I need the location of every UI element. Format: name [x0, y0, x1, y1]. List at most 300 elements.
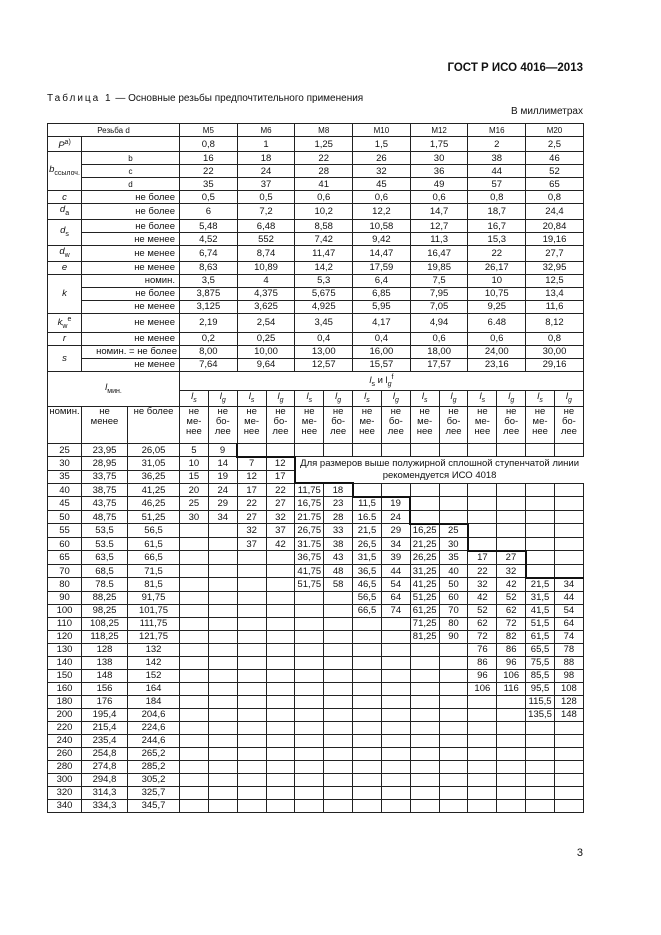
- text: 38: [332, 538, 344, 550]
- text: 46: [549, 152, 560, 164]
- length-cell: [554, 617, 583, 630]
- text: s: [308, 396, 313, 404]
- ds-max-value: [468, 220, 526, 233]
- length-cell: [180, 773, 209, 786]
- text: 20: [188, 484, 200, 496]
- text: 180: [56, 696, 73, 708]
- text: d: [59, 246, 65, 258]
- text: 44: [563, 592, 575, 604]
- text: 49: [433, 178, 445, 190]
- text: 44: [491, 165, 503, 177]
- length-cell: [353, 669, 382, 682]
- text: 138: [96, 657, 113, 669]
- text: 128: [96, 644, 113, 656]
- text: 8,12: [545, 317, 564, 329]
- text: 8,58: [314, 220, 333, 232]
- text: 61,5: [530, 631, 550, 643]
- text: 215,4: [92, 722, 117, 734]
- length-cell: [180, 457, 209, 471]
- length-cell: [295, 721, 324, 734]
- text: 13,00: [311, 346, 336, 358]
- text: 15,3: [487, 233, 507, 245]
- text: d: [60, 225, 66, 237]
- text: 32: [275, 511, 286, 523]
- text: 19,85: [427, 262, 451, 274]
- text: 5,675: [311, 288, 336, 300]
- length-cell: [237, 747, 266, 760]
- length-cell: [468, 721, 497, 734]
- text: g: [387, 381, 392, 389]
- length-cell: [468, 708, 497, 721]
- length-cell: [439, 682, 468, 695]
- text: 5,95: [372, 301, 391, 313]
- text: 76: [477, 644, 488, 656]
- length-cell: [324, 497, 353, 511]
- text: 1: [263, 138, 269, 150]
- text: 220: [56, 722, 73, 734]
- da-value: [353, 204, 411, 220]
- k-max-value: [295, 287, 353, 300]
- length-cell: [526, 786, 555, 799]
- text: s: [481, 396, 486, 404]
- b2-value: [410, 165, 468, 178]
- length-cell: [208, 643, 237, 656]
- text: 41: [318, 178, 329, 190]
- text: s: [423, 396, 428, 404]
- length-cell: [468, 564, 497, 578]
- length-cell: [48, 617, 82, 630]
- length-cell: [324, 656, 353, 669]
- length-cell: [554, 524, 583, 538]
- text: 35: [203, 178, 214, 190]
- table-row: [48, 220, 584, 233]
- length-cell: [237, 564, 266, 578]
- ds-min-q: [82, 233, 180, 246]
- length-cell: [381, 747, 410, 760]
- text: 91,75: [141, 592, 166, 604]
- length-cell: [554, 695, 583, 708]
- ls-col: [180, 391, 209, 407]
- text: нее: [532, 425, 548, 437]
- length-cell: [295, 786, 324, 799]
- length-cell: [180, 734, 209, 747]
- text: 334,3: [92, 800, 117, 812]
- text: 17: [274, 471, 286, 483]
- text: 325,7: [141, 787, 166, 799]
- text: не менее: [134, 333, 175, 345]
- text: бо-: [504, 415, 519, 427]
- kw-value: [180, 313, 238, 332]
- text: не более: [135, 191, 175, 203]
- length-cell: [410, 524, 439, 538]
- dw-value: [237, 246, 295, 262]
- length-cell: [468, 786, 497, 799]
- length-cell: [128, 630, 180, 643]
- text: k: [57, 317, 63, 329]
- k-min-value: [180, 300, 238, 313]
- text: 42: [275, 538, 286, 550]
- text: 17,59: [369, 262, 394, 274]
- param-r-qualifier: [82, 332, 180, 345]
- length-cell: [295, 604, 324, 617]
- param-da-qualifier: [82, 204, 180, 220]
- r-value: [526, 332, 584, 345]
- text: 101,75: [138, 605, 169, 617]
- P-value: [295, 137, 353, 152]
- text: 64: [563, 618, 575, 630]
- text: 18,00: [427, 346, 451, 358]
- text: 74: [390, 605, 402, 617]
- length-cell: [128, 786, 180, 799]
- text: l: [277, 391, 280, 403]
- text: 6,48: [256, 220, 276, 232]
- table-row: [48, 165, 584, 178]
- length-cell: [180, 524, 209, 538]
- text: 240: [56, 735, 73, 747]
- length-cell: [266, 483, 295, 497]
- text: 63,5: [95, 552, 114, 564]
- length-cell: [353, 734, 382, 747]
- s-nom-value: [353, 345, 411, 358]
- e-value: [468, 261, 526, 274]
- length-cell: [353, 760, 382, 773]
- ls-col: [526, 391, 555, 407]
- b1-value: [237, 152, 295, 165]
- text: 10,2: [314, 206, 333, 218]
- text: l: [191, 391, 194, 403]
- dw-value: [526, 246, 584, 262]
- text: не: [99, 406, 110, 417]
- da-value: [295, 204, 353, 220]
- length-cell: [468, 734, 497, 747]
- text: 32: [246, 525, 257, 537]
- table-row: [48, 773, 584, 786]
- param-kw: [48, 313, 82, 332]
- text: лее: [272, 425, 289, 437]
- text: 12,7: [429, 220, 449, 232]
- text: 61,5: [144, 538, 163, 550]
- length-cell: [381, 617, 410, 630]
- length-cell: [208, 656, 237, 669]
- text: 11,75: [297, 484, 321, 496]
- ds-max-value: [526, 220, 584, 233]
- length-cell: [208, 537, 237, 551]
- length-cell: [439, 656, 468, 669]
- r-value: [468, 332, 526, 345]
- length-cell: [439, 630, 468, 643]
- length-cell: [295, 551, 324, 565]
- length-cell: [353, 799, 382, 812]
- length-cell: [266, 708, 295, 721]
- text: 128: [560, 696, 577, 708]
- text: w: [62, 322, 68, 330]
- length-cell: [381, 497, 410, 511]
- length-cell: [410, 591, 439, 604]
- length-cell: [410, 773, 439, 786]
- length-cell: [439, 643, 468, 656]
- length-cell: [353, 578, 382, 592]
- text: 3,45: [314, 317, 333, 329]
- length-cell: [439, 551, 468, 565]
- text: 48: [332, 565, 344, 577]
- thread-dimensions-table: [47, 123, 584, 813]
- length-cell: [266, 656, 295, 669]
- c-note: [82, 165, 180, 178]
- k-nom-q: [82, 274, 180, 287]
- length-cell: [237, 643, 266, 656]
- length-cell: [48, 734, 82, 747]
- text: 274,8: [92, 761, 117, 773]
- length-cell: [554, 643, 583, 656]
- length-cell: [526, 564, 555, 578]
- text: 32: [477, 579, 488, 591]
- text: 0,6: [490, 333, 504, 345]
- length-cell: [497, 551, 526, 565]
- length-cell: [381, 524, 410, 538]
- text: l: [450, 391, 453, 403]
- length-cell: [208, 510, 237, 524]
- text: 81,5: [144, 579, 163, 591]
- text: не: [361, 406, 373, 417]
- text: 6,74: [199, 247, 218, 259]
- text: 204,6: [141, 709, 166, 721]
- text: 120: [56, 631, 73, 643]
- text: номин. = не более: [96, 346, 177, 358]
- text: М16: [489, 125, 505, 135]
- text: 40: [448, 565, 459, 577]
- length-cell: [497, 564, 526, 578]
- text: не: [332, 406, 344, 417]
- length-cell: [439, 734, 468, 747]
- text: s: [371, 381, 375, 389]
- param-c-qualifier: [82, 191, 180, 204]
- b3-value: [295, 178, 353, 191]
- text: 12: [246, 471, 257, 483]
- length-cell: [48, 760, 82, 773]
- length-cell: [128, 483, 180, 497]
- length-cell: [381, 564, 410, 578]
- text: 80: [59, 579, 70, 591]
- ls-min-col: [526, 406, 555, 443]
- text: 340: [56, 800, 73, 812]
- text: 34: [390, 538, 402, 550]
- text: ме-: [532, 415, 548, 427]
- text: не: [419, 406, 430, 417]
- text: r: [62, 333, 67, 345]
- lg-max-col: [266, 406, 295, 443]
- text: 15,57: [369, 359, 394, 371]
- s-min-value: [353, 358, 411, 371]
- text: 8,00: [199, 346, 218, 358]
- text: М10: [373, 125, 390, 135]
- length-cell: [266, 734, 295, 747]
- table-row: [48, 300, 584, 313]
- length-cell: [295, 656, 324, 669]
- table-row: [48, 457, 584, 471]
- text: 260: [56, 748, 73, 760]
- text: 90: [448, 631, 459, 643]
- b1-value: [468, 152, 526, 165]
- length-cell: [554, 786, 583, 799]
- text: 4,17: [372, 317, 391, 329]
- text: 0,6: [317, 191, 331, 203]
- length-cell: [128, 578, 180, 592]
- text: 29,16: [542, 359, 567, 371]
- length-cell: [468, 510, 497, 524]
- length-cell: [237, 786, 266, 799]
- length-cell: [82, 483, 128, 497]
- length-cell: [237, 578, 266, 592]
- text: 71,5: [144, 565, 163, 577]
- length-cell: [439, 497, 468, 511]
- text: нее: [416, 425, 433, 437]
- length-cell: [237, 524, 266, 538]
- length-cell: [208, 760, 237, 773]
- ls-col: [295, 391, 324, 407]
- lg-max-col: [381, 406, 410, 443]
- text: 43: [332, 552, 344, 564]
- text: ме-: [186, 415, 202, 427]
- length-cell: [526, 483, 555, 497]
- length-cell: [410, 551, 439, 565]
- text: 45: [376, 178, 387, 190]
- length-cell: [439, 786, 468, 799]
- length-cell: [128, 721, 180, 734]
- length-cell: [381, 551, 410, 565]
- e-value: [237, 261, 295, 274]
- text: 22: [477, 565, 488, 577]
- table-row: [48, 191, 584, 204]
- text: 1,5: [374, 138, 389, 150]
- length-cell: [381, 721, 410, 734]
- text: 15: [188, 471, 200, 483]
- text: нее: [474, 425, 491, 437]
- param-dw-qualifier: [82, 246, 180, 262]
- length-cell: [128, 497, 180, 511]
- thread-М10: [353, 124, 411, 137]
- text: 18: [332, 484, 344, 496]
- k-nom-value: [468, 274, 526, 287]
- b3-value: [526, 178, 584, 191]
- ds-max-value: [237, 220, 295, 233]
- length-cell: [526, 443, 555, 457]
- length-cell: [128, 537, 180, 551]
- length-cell: [324, 630, 353, 643]
- text: 0,2: [201, 333, 215, 345]
- length-cell: [468, 682, 497, 695]
- text: c: [128, 166, 133, 176]
- k-max-value: [237, 287, 295, 300]
- text: 1,25: [314, 138, 333, 150]
- lg-max-col: [554, 406, 583, 443]
- text: s: [539, 396, 543, 404]
- text: 10: [188, 458, 200, 470]
- length-cell: [353, 630, 382, 643]
- text: 28: [332, 511, 344, 523]
- r-value: [295, 332, 353, 345]
- text: 36,25: [141, 471, 166, 483]
- text: не: [275, 406, 286, 417]
- length-cell: [208, 443, 237, 457]
- text: 24,4: [545, 206, 564, 218]
- table-caption: [47, 93, 363, 104]
- text: 21,25: [412, 538, 437, 550]
- length-cell: [237, 695, 266, 708]
- length-cell: [468, 799, 497, 812]
- length-cell: [208, 708, 237, 721]
- text: 52: [505, 592, 517, 604]
- length-cell: [554, 747, 583, 760]
- b3-value: [353, 178, 411, 191]
- text: 70: [448, 605, 459, 617]
- text: 31,25: [412, 565, 437, 577]
- length-cell: [180, 799, 209, 812]
- table-row: [48, 760, 584, 773]
- k-min-value: [410, 300, 468, 313]
- text: бо-: [331, 415, 346, 427]
- text: 66,5: [357, 605, 377, 617]
- length-cell: [554, 564, 583, 578]
- length-cell: [48, 799, 82, 812]
- k-nom-value: [353, 274, 411, 287]
- length-cell: [410, 734, 439, 747]
- length-cell: [82, 773, 128, 786]
- length-cell: [381, 643, 410, 656]
- length-cell: [526, 591, 555, 604]
- text: 45: [59, 498, 70, 510]
- text: 13,4: [545, 288, 564, 300]
- ds-max-value: [353, 220, 411, 233]
- text: 140: [56, 657, 73, 669]
- text: l: [392, 391, 395, 403]
- text: l: [219, 391, 222, 403]
- length-cell: [237, 617, 266, 630]
- length-cell: [410, 510, 439, 524]
- text: 1,75: [429, 138, 449, 150]
- length-cell: [439, 721, 468, 734]
- length-cell: [324, 524, 353, 538]
- length-cell: [82, 457, 128, 471]
- b3-value: [237, 178, 295, 191]
- kw-value: [237, 313, 295, 332]
- length-cell: [82, 470, 128, 483]
- length-cell: [266, 747, 295, 760]
- lg-max-col: [497, 406, 526, 443]
- table-row: [48, 617, 584, 630]
- length-cell: [128, 443, 180, 457]
- length-cell: [439, 669, 468, 682]
- length-cell: [180, 564, 209, 578]
- text: 42: [505, 579, 517, 591]
- length-cell: [410, 643, 439, 656]
- text: 130: [56, 644, 73, 656]
- text: 11,47: [312, 247, 336, 259]
- ls-min-col: [180, 406, 209, 443]
- length-cell: [48, 524, 82, 538]
- k-max-value: [526, 287, 584, 300]
- text: 142: [145, 657, 162, 669]
- length-cell: [82, 682, 128, 695]
- text: 34: [563, 579, 575, 591]
- text: не: [390, 406, 402, 417]
- length-cell: [208, 483, 237, 497]
- text: 552: [258, 233, 274, 245]
- b2-value: [353, 165, 411, 178]
- length-cell: [554, 773, 583, 786]
- k-nom-value: [180, 274, 238, 287]
- length-cell: [410, 721, 439, 734]
- length-cell: [353, 708, 382, 721]
